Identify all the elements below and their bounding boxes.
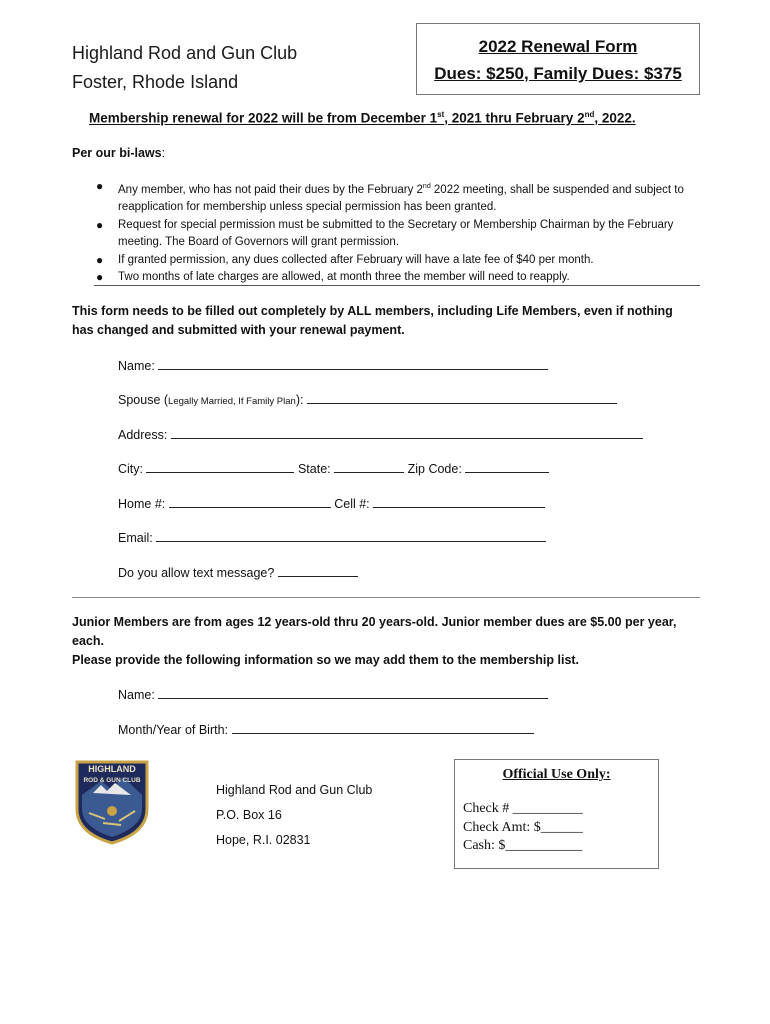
bullet-icon: ● bbox=[96, 217, 104, 232]
list-item bbox=[94, 217, 694, 252]
city-label: City: bbox=[118, 462, 143, 476]
official-check: Check # __________ bbox=[463, 801, 583, 816]
text-message-label: Do you allow text message? bbox=[118, 566, 275, 580]
bylaw-1-sup: nd bbox=[422, 183, 431, 190]
junior-instructions: Please provide the following information so we may add them to the membership list. bbox=[72, 653, 580, 667]
email-label: Email: bbox=[118, 531, 153, 545]
text-message-row bbox=[118, 565, 358, 580]
bylaw-1b: 2022 meeting, shall be suspended and subject to reapplication for membership unless special permission has been granted. bbox=[118, 183, 684, 214]
phone-row bbox=[118, 496, 545, 511]
name-field[interactable] bbox=[158, 358, 548, 370]
list-item bbox=[94, 252, 694, 270]
name-label: Name: bbox=[118, 359, 155, 373]
junior-name-field[interactable] bbox=[158, 687, 548, 699]
mailing-name: Highland Rod and Gun Club bbox=[216, 783, 373, 797]
bullet-icon: ● bbox=[96, 270, 104, 285]
junior-birth-row bbox=[118, 722, 534, 737]
state-field[interactable] bbox=[334, 461, 404, 473]
junior-name-row bbox=[118, 687, 548, 702]
address-row bbox=[118, 427, 643, 442]
bylaw-3: If granted permission, any dues collected after February will have a late fee of $40 per month. bbox=[118, 253, 594, 266]
form-title: 2022 Renewal Form bbox=[478, 37, 638, 56]
spouse-label: Spouse ( bbox=[118, 393, 169, 407]
zip-label: Zip Code: bbox=[407, 462, 462, 476]
address-label: Address: bbox=[118, 428, 168, 442]
renewal-period bbox=[89, 110, 636, 126]
renewal-part1: Membership renewal for 2022 will be from December 1 bbox=[89, 110, 438, 126]
bylaw-4: Two months of late charges are allowed, at month three the member will need to reapply. bbox=[118, 271, 570, 284]
bylaws-heading bbox=[72, 146, 165, 160]
bullet-icon: ● bbox=[96, 252, 104, 267]
renewal-sup1: st bbox=[437, 110, 445, 119]
bylaw-1a: Any member, who has not paid their dues by the February 2 bbox=[118, 183, 423, 196]
official-cash: Cash: $___________ bbox=[463, 838, 583, 853]
bylaws-list bbox=[94, 178, 694, 287]
bylaws-colon: : bbox=[161, 146, 166, 160]
divider bbox=[94, 285, 700, 286]
text-message-field[interactable] bbox=[278, 565, 358, 577]
email-row bbox=[118, 530, 546, 545]
city-field[interactable] bbox=[146, 461, 294, 473]
address-field[interactable] bbox=[171, 427, 643, 439]
zip-field[interactable] bbox=[465, 461, 549, 473]
instructions: This form needs to be filled out completely by ALL members, including Life Members, even if nothing has changed and submitted with your renewal payment. bbox=[72, 304, 673, 337]
cell-phone-field[interactable] bbox=[373, 496, 545, 508]
state-label: State: bbox=[297, 462, 331, 476]
club-name: Highland Rod and Gun Club bbox=[72, 43, 298, 63]
junior-birth-label: Month/Year of Birth: bbox=[118, 723, 229, 737]
divider bbox=[72, 597, 700, 598]
junior-birth-field[interactable] bbox=[232, 722, 534, 734]
spouse-label-end: ): bbox=[295, 393, 304, 407]
junior-info: Junior Members are from ages 12 years-old thru 20 years-old. Junior member dues are $5.00 per year, each. bbox=[72, 615, 677, 648]
renewal-part2: , 2021 thru February 2 bbox=[444, 110, 585, 126]
mailing-box: P.O. Box 16 bbox=[216, 808, 282, 822]
renewal-sup2: nd bbox=[584, 110, 595, 119]
bylaw-2: Request for special permission must be submitted to the Secretary or Membership Chairman by the February meeting. The Board of Governors will grant permission. bbox=[118, 218, 674, 249]
club-location: Foster, Rhode Island bbox=[72, 72, 239, 92]
home-phone-label: Home #: bbox=[118, 497, 166, 511]
email-field[interactable] bbox=[156, 530, 546, 542]
official-check-amount: Check Amt: $______ bbox=[463, 820, 583, 835]
junior-section bbox=[72, 613, 702, 670]
dues-info: Dues: $250, Family Dues: $375 bbox=[434, 64, 682, 83]
logo-text-1: HIGHLAND bbox=[88, 764, 136, 774]
city-row bbox=[118, 461, 549, 476]
junior-name-label: Name: bbox=[118, 688, 155, 702]
mailing-city: Hope, R.I. 02831 bbox=[216, 833, 311, 847]
spouse-note: Legally Married, If Family Plan bbox=[168, 396, 296, 407]
logo-text-2: ROD & GUN CLUB bbox=[83, 777, 141, 784]
official-use-box bbox=[454, 759, 659, 869]
bylaws-heading-text: Per our bi-laws bbox=[72, 146, 162, 160]
official-use-heading: Official Use Only: bbox=[502, 767, 611, 782]
cell-phone-label: Cell #: bbox=[334, 497, 370, 511]
list-item bbox=[94, 178, 694, 217]
spouse-field[interactable] bbox=[307, 392, 617, 404]
bullet-icon: ● bbox=[96, 179, 104, 193]
spouse-row bbox=[118, 392, 617, 407]
home-phone-field[interactable] bbox=[169, 496, 331, 508]
renewal-part3: , 2022. bbox=[594, 110, 636, 126]
title-box bbox=[416, 23, 700, 95]
club-logo bbox=[73, 759, 151, 845]
name-row bbox=[118, 358, 548, 373]
